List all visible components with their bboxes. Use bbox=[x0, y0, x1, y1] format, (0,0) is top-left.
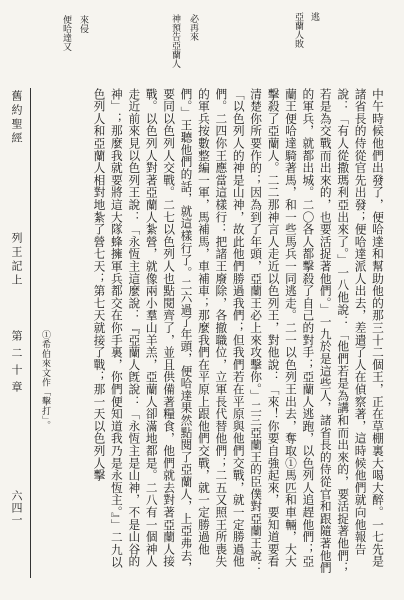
gloss-god-foretells-cont: 必再來 bbox=[188, 14, 198, 41]
body-paragraph: 中午時候他們出發了，便哈達和幫助他的那三十二個王，正在草棚裏大喝大醉。一七先是諸省長的侍從官先出發；便哈達派人出去，差遣了人在偵察著，這時候他們就向他報告說：「有人從撒瑪利亞出來了。」一八他說：「他們若是為講和而出來的，要活捉著他們；若是為交戰而出來的，也要活捉著他們。」一九於是這些人，諸省長的侍從官和跟隨著他們的軍兵，就都出城。二〇各人都擊殺了自己的對手；亞蘭人逃跑，以色列人追趕他們；亞蘭王便哈達騎著馬，和一些馬兵一同逃走。二一以色列王出去，奪取①馬匹和車輛，大大擊殺了亞蘭人。二二那神言人走近以色列王，對他說：「來！你要自強起來，要知道要看清楚你所要作的；因為到了年頭，亞蘭王必上來攻擊你。」二三亞蘭王的臣僕對亞蘭王說：「以色列人的神是山神，故此他們勝過我們；但我們若在平原與他們交戰，就一定勝過他們。二四你王應當這樣行：把諸王廢除，各撤職位，立軍長代替他們；二五又照王所喪失的軍兵按數整編一軍，馬補馬，車補車；那麼我們在平原上跟他們交戰，就一定勝過他們。」王聽他們的話，就這樣行了。二六過了年頭，便哈達果然點閱了亞蘭人，上亞弗去，要同以色列人交戰。二七以色列人也點閱齊了，並且供備著糧食，他們就去對著亞蘭人接戰。以色列人對著亞蘭人紮營，就像兩小羣山羊羔，亞蘭人卻滿地都是。二八有一個神人走近前來見以色列王說：「永恆主這麼說：『亞蘭人旣說：「永恆主是山神，不是山谷的神」；那麼我就要將這大隊蜂擁軍兵都交在你手裏，你們便知道我乃是永恆主。』」二九以色列人和亞蘭人相對地紮了營七天；第七天就接了戰；那一天以色列人擊 bbox=[92, 88, 385, 575]
gloss-god-foretells: 神預告亞蘭人 bbox=[170, 14, 180, 68]
gloss-arameans-flee-cont: 逃 bbox=[309, 12, 319, 21]
gloss-benhadad-invades-cont: 來侵 bbox=[78, 15, 88, 33]
chapter-number: 第二十章 bbox=[10, 330, 23, 398]
footnote: ①希伯來文作「擊打」。 bbox=[40, 330, 50, 430]
page-number: 六四一 bbox=[10, 490, 23, 526]
gloss-benhadad-invades: 便哈達又 bbox=[61, 15, 71, 51]
gloss-arameans-flee: 亞蘭人敗 bbox=[293, 12, 303, 48]
header-divider bbox=[30, 88, 31, 578]
chapter-book: 列王記上 bbox=[10, 232, 23, 288]
body-text bbox=[66, 88, 386, 578]
book-title: 舊約聖經 bbox=[10, 90, 23, 146]
